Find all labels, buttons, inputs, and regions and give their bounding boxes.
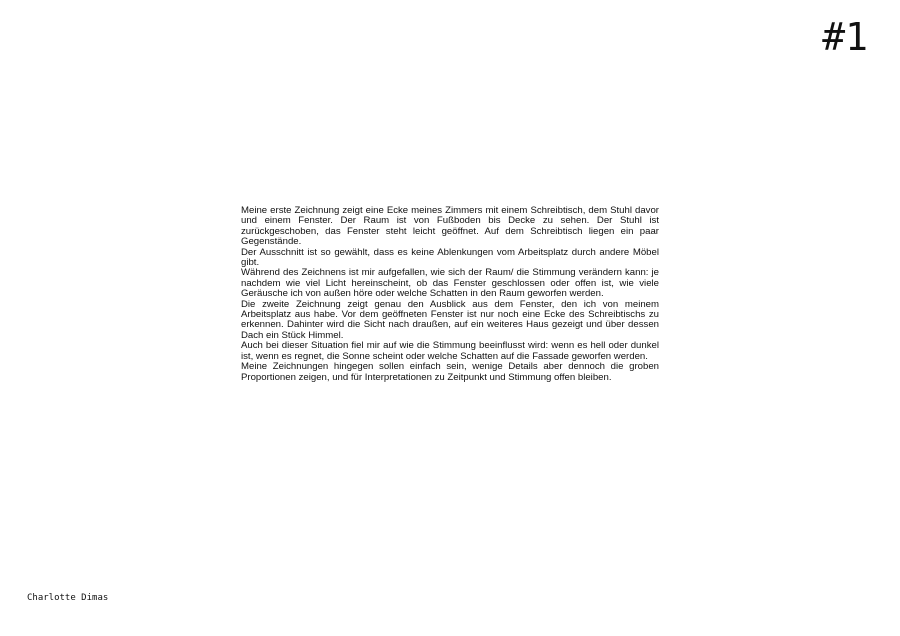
paragraph-2: Der Ausschnitt ist so gewählt, dass es keine Ablenkungen vom Arbeitsplatz durch andere Möbel gibt.: [241, 246, 659, 269]
paragraph-3: Während des Zeichnens ist mir aufgefallen, wie sich der Raum/ die Stimmung verändern kann: je nachdem wie viel Licht hereinscheint, ob das Fenster geschlossen oder offen ist, wie viele Geräusche ich von außen höre oder welche Schatten in den Raum geworfen werden.: [241, 267, 659, 300]
page-number: #1: [822, 15, 868, 59]
paragraph-6: Meine Zeichnungen hingegen sollen einfach sein, wenige Details aber dennoch die groben Proportionen zeigen, und für Interpretationen zu Zeitpunkt und Stimmung offen bleiben.: [241, 361, 659, 383]
paragraph-5: Auch bei dieser Situation fiel mir auf wie die Stimmung beeinflusst wird: wenn es hell oder dunkel ist, wenn es regnet, die Sonne scheint oder welche Schatten auf die Fassade geworfen werden.: [241, 340, 659, 362]
author-name: Charlotte Dimas: [27, 593, 109, 603]
paragraph-1: Meine erste Zeichnung zeigt eine Ecke meines Zimmers mit einem Schreibtisch, dem Stuhl davor und einem Fenster. Der Raum ist von Fußboden bis Decke zu sehen. Der Stuhl ist zurückgeschoben, das Fenster steht leicht geöffnet. Auf dem Schreibtisch liegen ein paar Gegenstände.: [241, 205, 659, 248]
body-text: [241, 206, 659, 383]
paragraph-4: Die zweite Zeichnung zeigt genau den Ausblick aus dem Fenster, den ich von meinem Arbeitsplatz aus habe. Vor dem geöffneten Fenster ist nur noch eine Ecke des Schreibtischs zu erkennen. Dahinter wird die Sicht nach draußen, auf ein weiteres Haus gezeigt und über dessen Dach ein Stück Himmel.: [241, 298, 659, 341]
